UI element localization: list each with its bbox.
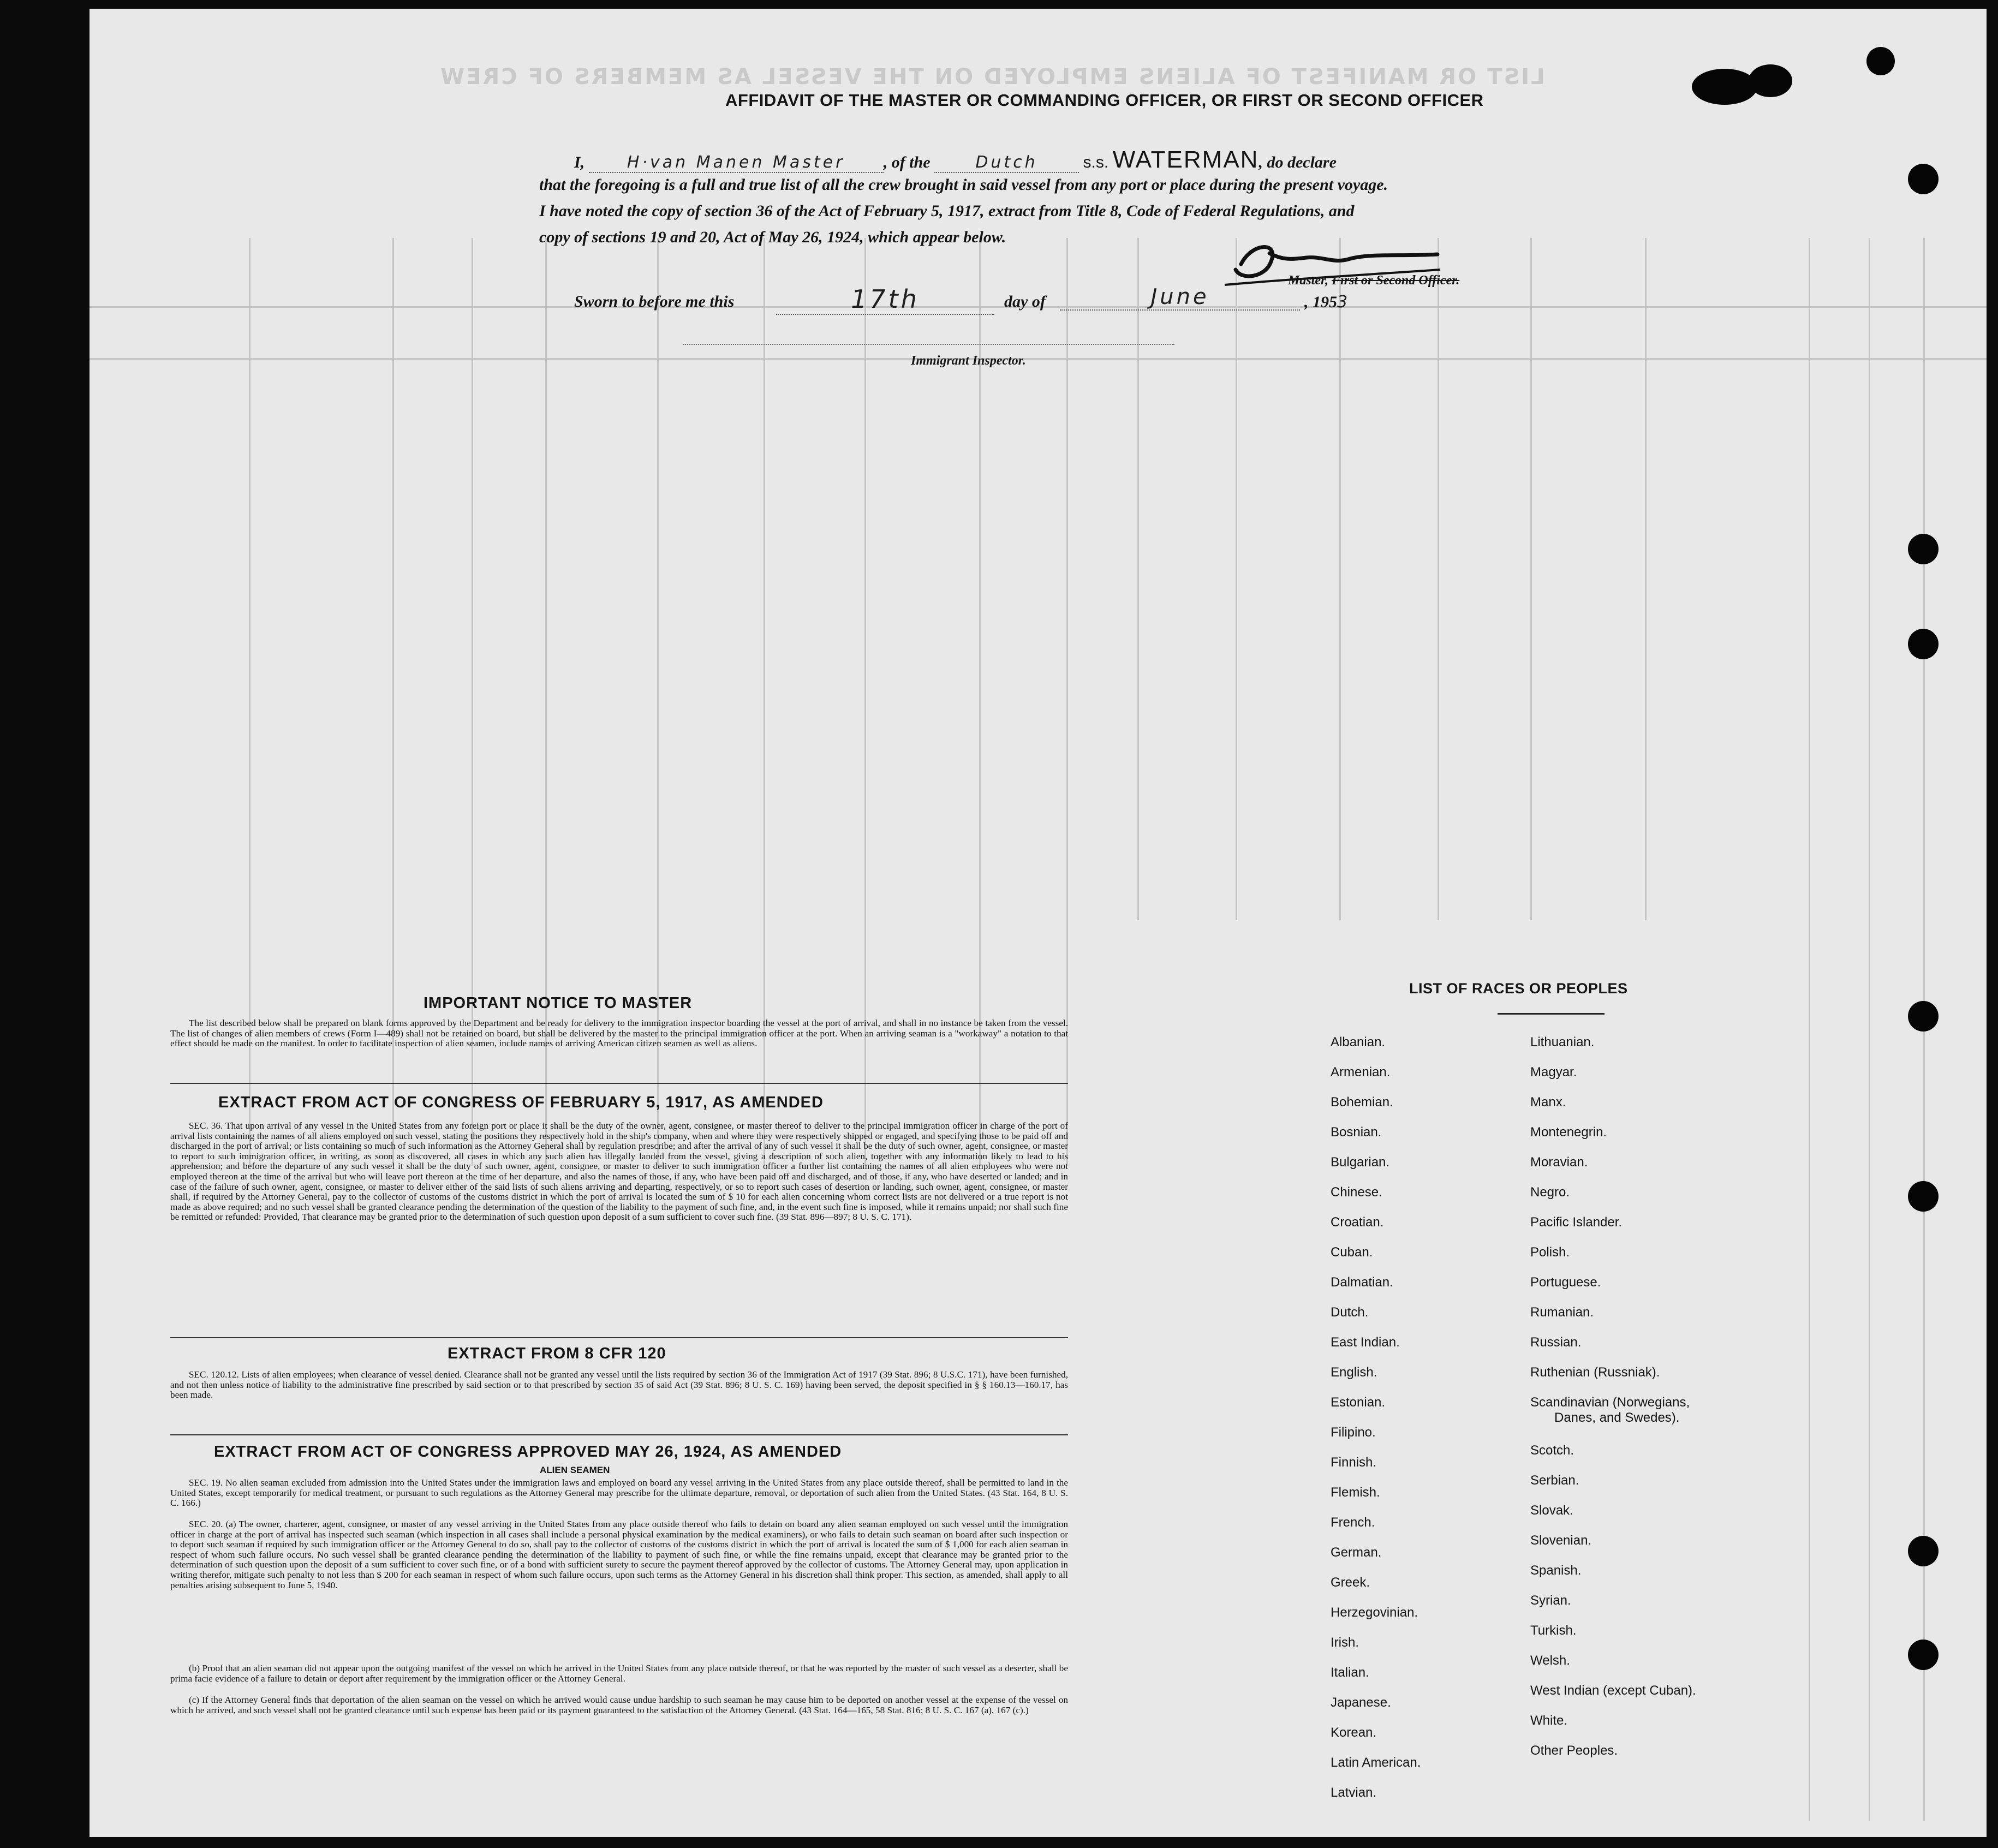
race-item: Armenian.: [1331, 1065, 1391, 1080]
races-rule: [1498, 1013, 1605, 1015]
affidavit-line-2: that the foregoing is a full and true list of all the crew brought in said vessel from any port or place during the present voyage.: [539, 176, 1388, 194]
race-item: Slovenian.: [1530, 1533, 1592, 1548]
race-item: Italian.: [1331, 1665, 1369, 1680]
race-item: Filipino.: [1331, 1425, 1376, 1440]
punch-hole: [1908, 1536, 1939, 1566]
divider: [170, 1337, 1068, 1338]
race-item: Cuban.: [1331, 1245, 1373, 1260]
race-item: Finnish.: [1331, 1455, 1377, 1470]
sworn-month-field: [1060, 284, 1300, 311]
extract-1924-sec20b: (b) Proof that an alien seaman did not appear upon the outgoing manifest of the vessel on which he arrived in the United States from any place outside thereof, or that he was reported by the master of such vessel as a deserter, shall be prima facie evidence of a failure to detain or deport after requirement by the immigration officer or the Attorney General.: [170, 1663, 1068, 1684]
race-item: English.: [1331, 1365, 1377, 1380]
race-item: Syrian.: [1530, 1593, 1571, 1608]
extract-1924-sec20a: SEC. 20. (a) The owner, charterer, agent, consignee, or master of any vessel arriving in the United States from any place outside thereof who fails to detain on board any alien seaman employed on such vessel until the immigration officer in charge at the port of arrival has inspected such seaman (which inspection in all cases shall include a personal physical examination by the medical examiners), or who fails to detain such seaman on board after such inspection or to deport such seaman if required by such immigration officer or the Attorney General to do so, shall pay to the collector of customs of the customs district in which the port of arrival is located the sum of $ 1,000 for each alien seaman in respect of whom such failure occurs. No such vessel shall be granted clearance pending the determination of the liability to payment of such fine, or while the fine remains unpaid, except that clearance may be granted prior to the determination of such question upon the deposit of a sum sufficient to cover such fine, or of a bond with sufficient surety to secure the payment thereof approved by the collector of customs. The Attorney General may, upon application in writing therefor, mitigate such penalty to not less than $ 200 for each seaman in respect of whom such failure occurs, upon such terms as the Attorney General in his discretion shall think proper. This section, as amended, shall apply to all penalties arising subsequent to June 5, 1940.: [170, 1519, 1068, 1590]
affidavit-title: AFFIDAVIT OF THE MASTER OR COMMANDING OFFICER, OR FIRST OR SECOND OFFICER: [725, 91, 1484, 110]
sworn-month-value: June: [1150, 284, 1209, 309]
punch-hole: [1908, 1181, 1939, 1212]
race-item: German.: [1331, 1545, 1382, 1560]
race-item: Flemish.: [1331, 1485, 1380, 1500]
race-item: Russian.: [1530, 1335, 1582, 1350]
race-item: French.: [1331, 1515, 1375, 1530]
race-item: Dutch.: [1331, 1305, 1369, 1320]
ink-blot: [1692, 69, 1757, 105]
vessel-name: WATERMAN: [1112, 146, 1259, 173]
signature-caption: Master, First or Second Officer.: [1288, 273, 1460, 288]
race-item: Greek.: [1331, 1575, 1370, 1590]
race-item: Latvian.: [1331, 1785, 1377, 1800]
race-item: Chinese.: [1331, 1185, 1382, 1200]
race-item: Portuguese.: [1530, 1275, 1601, 1290]
race-item: Polish.: [1530, 1245, 1570, 1260]
master-name: H·van Manen Master: [627, 153, 845, 172]
notice-title: IMPORTANT NOTICE TO MASTER: [424, 994, 693, 1012]
race-item: Dalmatian.: [1331, 1275, 1393, 1290]
race-item: Slovak.: [1530, 1503, 1573, 1518]
race-item: Irish.: [1331, 1635, 1359, 1650]
extract-cfr-title: EXTRACT FROM 8 CFR 120: [448, 1345, 666, 1362]
extract-1917-text: SEC. 36. That upon arrival of any vessel in the United States from any foreign port or place it shall be the duty of the owner, agent, consignee, or master thereof to deliver to the principal immigration officer in charge of the port of arrival lists containing the names of all aliens employed on such vessel, stating the positions they respectively hold in the ship's company, when and where they were respectively shipped or engaged, and specifying those to be paid off and discharged in the port of arrival; or lists containing so much of such information as the Attorney General shall by regulation prescribe; and after the arrival of any of such vessel it shall be the duty of such owner, agent, consignee, or master to report to such immigration officer, in writing, as soon as discovered, all cases in which any such alien has illegally landed from the vessel, giving a description of such alien, together with any information likely to lead to his apprehension; and before the departure of any such vessel it shall be the duty of such owner, agent, consignee, or master to deliver to such immigration officer a further list containing the names of all alien employees who were not employed thereon at the time of the arrival but who will leave port thereon at the time of her departure, and also the names of those, if any, who have been paid off and discharged, and of those, if any, who have deserted or landed; and in case of the failure of such owner, agent, consignee, or master to deliver either of the said lists of such aliens arriving and departing, respectively, or so to report such cases of desertion or landing, such owner, agent, consignee, or master shall, if required by the Attorney General, pay to the collector of customs of the customs district in which the port of arrival is located the sum of $ 10 for each alien concerning whom correct lists are not delivered or a true report is not made as above required; and no such vessel shall be granted clearance pending the determination of the question of the liability to the payment of such fine, and, in the event such fine is imposed, while it remains unpaid; nor shall such fine be remitted or refunded: Provided, That clearance may be granted prior to the determination of such question upon deposit of a sum sufficient to cover such fine. (39 Stat. 896—897; 8 U. S. C. 171).: [170, 1120, 1068, 1223]
notice-text: The list described below shall be prepared on blank forms approved by the Department and be ready for delivery to the immigration inspector boarding the vessel at the port of arrival, and shall in no instance be taken from the vessel. The list of changes of alien members of crews (Form I—489) shall not be retained on board, but shall be delivered by the master to the principal immigration officer at the port. When an arriving seaman is a "workaway" a notation to that effect should be made on the manifest. In order to facilitate inspection of alien seamen, include names of arriving American citizen seamen as well as aliens.: [170, 1018, 1068, 1049]
ink-blot: [1866, 47, 1895, 75]
race-item: Scandinavian (Norwegians, Danes, and Swedes).: [1530, 1395, 1690, 1425]
race-item: Ruthenian (Russniak).: [1530, 1365, 1660, 1380]
race-item: Other Peoples.: [1530, 1743, 1618, 1758]
extract-1917-title: EXTRACT FROM ACT OF CONGRESS OF FEBRUARY 5, 1917, AS AMENDED: [218, 1094, 824, 1111]
extract-1924-sec19: SEC. 19. No alien seaman excluded from admission into the United States under the immigration laws and employed on board any vessel arriving in the United States from any place outside thereof, shall be permitted to land in the United States, except temporarily for medical treatment, or pursuant to such regulations as the Attorney General may prescribe for the ultimate departure, removal, or deportation of such alien from the United States. (43 Stat. 164, 8 U. S. C. 166.): [170, 1477, 1068, 1509]
affidavit-declaration-line: I, H·van Manen Master , of the Dutch s.s. WATERMAN, do declare: [574, 146, 1337, 173]
manifest-page: [90, 9, 1987, 1837]
race-item: Croatian.: [1331, 1215, 1384, 1230]
vessel-nationality: Dutch: [975, 153, 1038, 172]
race-item: West Indian (except Cuban).: [1530, 1683, 1696, 1698]
race-item: Bohemian.: [1331, 1095, 1393, 1110]
affidavit-line-3: I have noted the copy of section 36 of the Act of February 5, 1917, extract from Title 8, Code of Federal Regulations, and: [539, 202, 1355, 220]
punch-hole: [1908, 534, 1939, 564]
race-item: Turkish.: [1530, 1623, 1577, 1638]
divider: [170, 1434, 1068, 1435]
race-item: Montenegrin.: [1530, 1125, 1607, 1140]
ink-blot: [1749, 64, 1792, 97]
sworn-day-label: day of: [1004, 293, 1046, 311]
extract-1924-title: EXTRACT FROM ACT OF CONGRESS APPROVED MAY 26, 1924, AS AMENDED: [214, 1443, 842, 1460]
inspector-label: Immigrant Inspector.: [911, 354, 1026, 368]
mirrored-header: LIST OR MANIFEST OF ALIENS EMPLOYED ON THE VESSEL AS MEMBERS OF CREW: [439, 64, 1545, 90]
divider: [170, 1083, 1068, 1084]
punch-hole: [1908, 1001, 1939, 1032]
race-item: Manx.: [1530, 1095, 1566, 1110]
race-item: White.: [1530, 1713, 1568, 1728]
affidavit-line-4: copy of sections 19 and 20, Act of May 26, 1924, which appear below.: [539, 228, 1006, 246]
race-item: Magyar.: [1530, 1065, 1577, 1080]
race-item: Japanese.: [1331, 1695, 1391, 1710]
race-item: Herzegovinian.: [1331, 1605, 1418, 1620]
extract-cfr-text: SEC. 120.12. Lists of alien employees; when clearance of vessel denied. Clearance shall not be granted any vessel until the lists required by section 36 of the Immigration Act of 1917 (39 Stat. 896; 8 U.S.C. 171), have been furnished, and not then unless notice of liability to the administrative fine prescribed by said section or to that prescribed by section 35 of said Act (39 Stat. 896; 8 U. S. C. 169) having been served, the deposit specified in § § 160.13—160.17, has been made.: [170, 1369, 1068, 1400]
punch-hole: [1908, 629, 1939, 659]
race-item: Pacific Islander.: [1530, 1215, 1623, 1230]
races-title: LIST OF RACES OR PEOPLES: [1409, 980, 1628, 997]
inspector-signature-line: [683, 344, 1174, 345]
race-item: Welsh.: [1530, 1653, 1570, 1668]
sworn-day-field: [776, 284, 994, 315]
race-item: Bosnian.: [1331, 1125, 1382, 1140]
sworn-year: , 1953: [1304, 293, 1348, 312]
punch-hole: [1908, 1640, 1939, 1670]
sworn-prefix: Sworn to before me this: [574, 293, 735, 311]
race-item: Lithuanian.: [1530, 1035, 1595, 1050]
extract-1924-sec20c: (c) If the Attorney General finds that deportation of the alien seaman on the vessel on which he arrived would cause undue hardship to such seaman he may cause him to be deported on another vessel at the expense of the vessel on which he arrived, and such vessel shall not be granted clearance until such expense has been paid or its payment guaranteed to the satisfaction of the Attorney General. (43 Stat. 164—165, 58 Stat. 816; 8 U. S. C. 167 (a), 167 (c).): [170, 1695, 1068, 1715]
race-item: Korean.: [1331, 1725, 1377, 1740]
race-item: Bulgarian.: [1331, 1155, 1390, 1170]
race-item: East Indian.: [1331, 1335, 1400, 1350]
race-item: Negro.: [1530, 1185, 1570, 1200]
race-item: Serbian.: [1530, 1473, 1579, 1488]
punch-hole: [1908, 164, 1939, 194]
race-item: Latin American.: [1331, 1755, 1421, 1770]
race-item: Moravian.: [1530, 1155, 1588, 1170]
race-item: Albanian.: [1331, 1035, 1386, 1050]
race-item: Scotch.: [1530, 1443, 1574, 1458]
extract-1924-subtitle: ALIEN SEAMEN: [540, 1465, 610, 1475]
race-item: Estonian.: [1331, 1395, 1386, 1410]
race-item: Rumanian.: [1530, 1305, 1594, 1320]
race-item: Spanish.: [1530, 1563, 1582, 1578]
sworn-day-value: 17th: [851, 284, 920, 314]
